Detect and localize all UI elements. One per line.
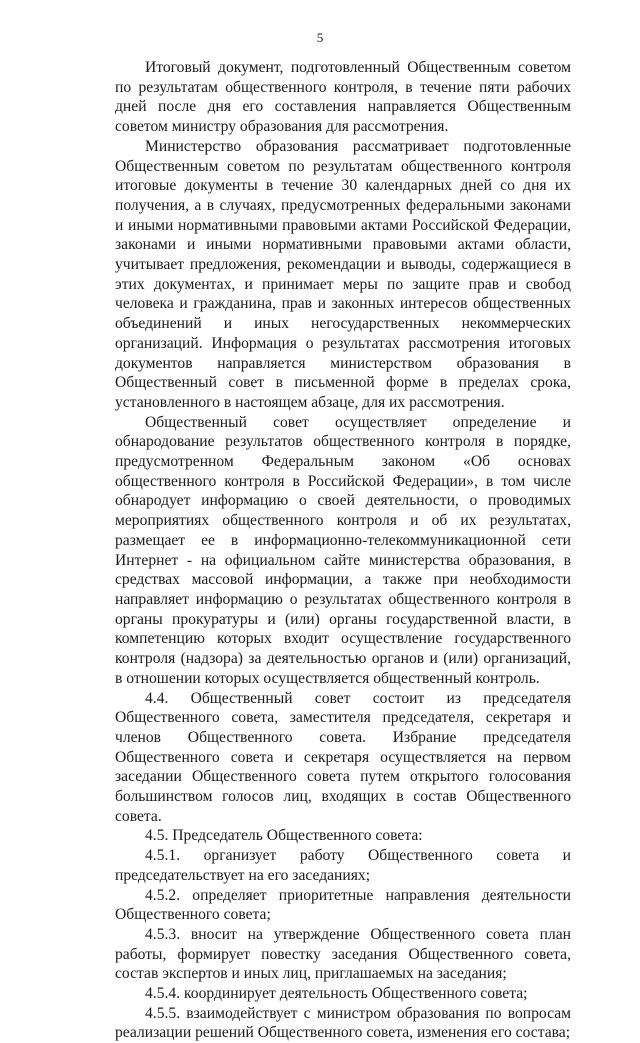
paragraph-4-5-3: 4.5.3. вносит на утверждение Общественного совета план работы, формирует повестку заседания Общественного совета, состав экспертов и иных лиц, приглашаемых на заседания;	[115, 925, 571, 983]
page-number: 5	[316, 30, 324, 45]
paragraph-4-5-2: 4.5.2. определяет приоритетные направления деятельности Общественного совета;	[115, 886, 571, 924]
paragraph-4-5-4: 4.5.4. координирует деятельность Общественного совета;	[145, 985, 528, 1003]
paragraph-4-5-1: 4.5.1. организует работу Общественного совета и председательствует на его заседаниях;	[115, 847, 571, 884]
paragraph-4-5: 4.5. Председатель Общественного совета:	[145, 827, 423, 845]
paragraph-ministry-review: Министерство образования рассматривает подготовленные Общественным советом по результатам общественного контроля итоговые документы в течение 30 календарных дней со дня их получения, а в случаях, предусмотренных федеральными законами и иными нормативными правовыми актами Российской Федерации, законами и иными нормативными правовыми актами области, учитывает предложения, рекомендации и выводы, содержащиеся в этих документах, и принимает меры по защите прав и свобод человека и гражданина, прав и законных интересов общественных объединений и иных негосударственных некоммерческих организаций. Информация о результатах рассмотрения итоговых документов направляется министерством образования в Общественный совет в письменной форме в пределах срока, установленного в настоящем абзаце, для их рассмотрения.	[115, 137, 571, 411]
paragraph-results-publication: Общественный совет осуществляет определение и обнародование результатов общественного контроля в порядке, предусмотренном Федеральным законом «Об основах общественного контроля в Российской Федерации», в том числе обнародует информацию о своей деятельности, о проводимых мероприятиях общественного контроля и об их результатах, размещает ее в информационно-телекоммуникационной сети Интернет - на официальном сайте министерства образования, в средствах массовой информации, а также при необходимости направляет информацию о результатах общественного контроля в органы прокуратуры и (или) органы государственной власти, в компетенцию которых входит осуществление государственного контроля (надзора) за деятельностью органов и (или) организаций, в отношении которых осуществляется общественный контроль.	[115, 413, 571, 687]
paragraph-4-5-5: 4.5.5. взаимодействует с министром образования по вопросам реализации решений Общественного совета, изменения его состава;	[115, 1004, 571, 1042]
document-body	[115, 58, 571, 1043]
paragraph-4-4: 4.4. Общественный совет состоит из председателя Общественного совета, заместителя председателя, секретаря и членов Общественного совета. Избрание председателя Общественного совета и секретаря осуществляется на первом заседании Общественного совета путем открытого голосования большинством голосов лиц, входящих в состав Общественного совета.	[115, 689, 571, 825]
paragraph-final-document: Итоговый документ, подготовленный Общественным советом по результатам общественного контроля, в течение пяти рабочих дней после дня его составления направляется Общественным советом министру образования для рассмотрения.	[115, 59, 571, 136]
